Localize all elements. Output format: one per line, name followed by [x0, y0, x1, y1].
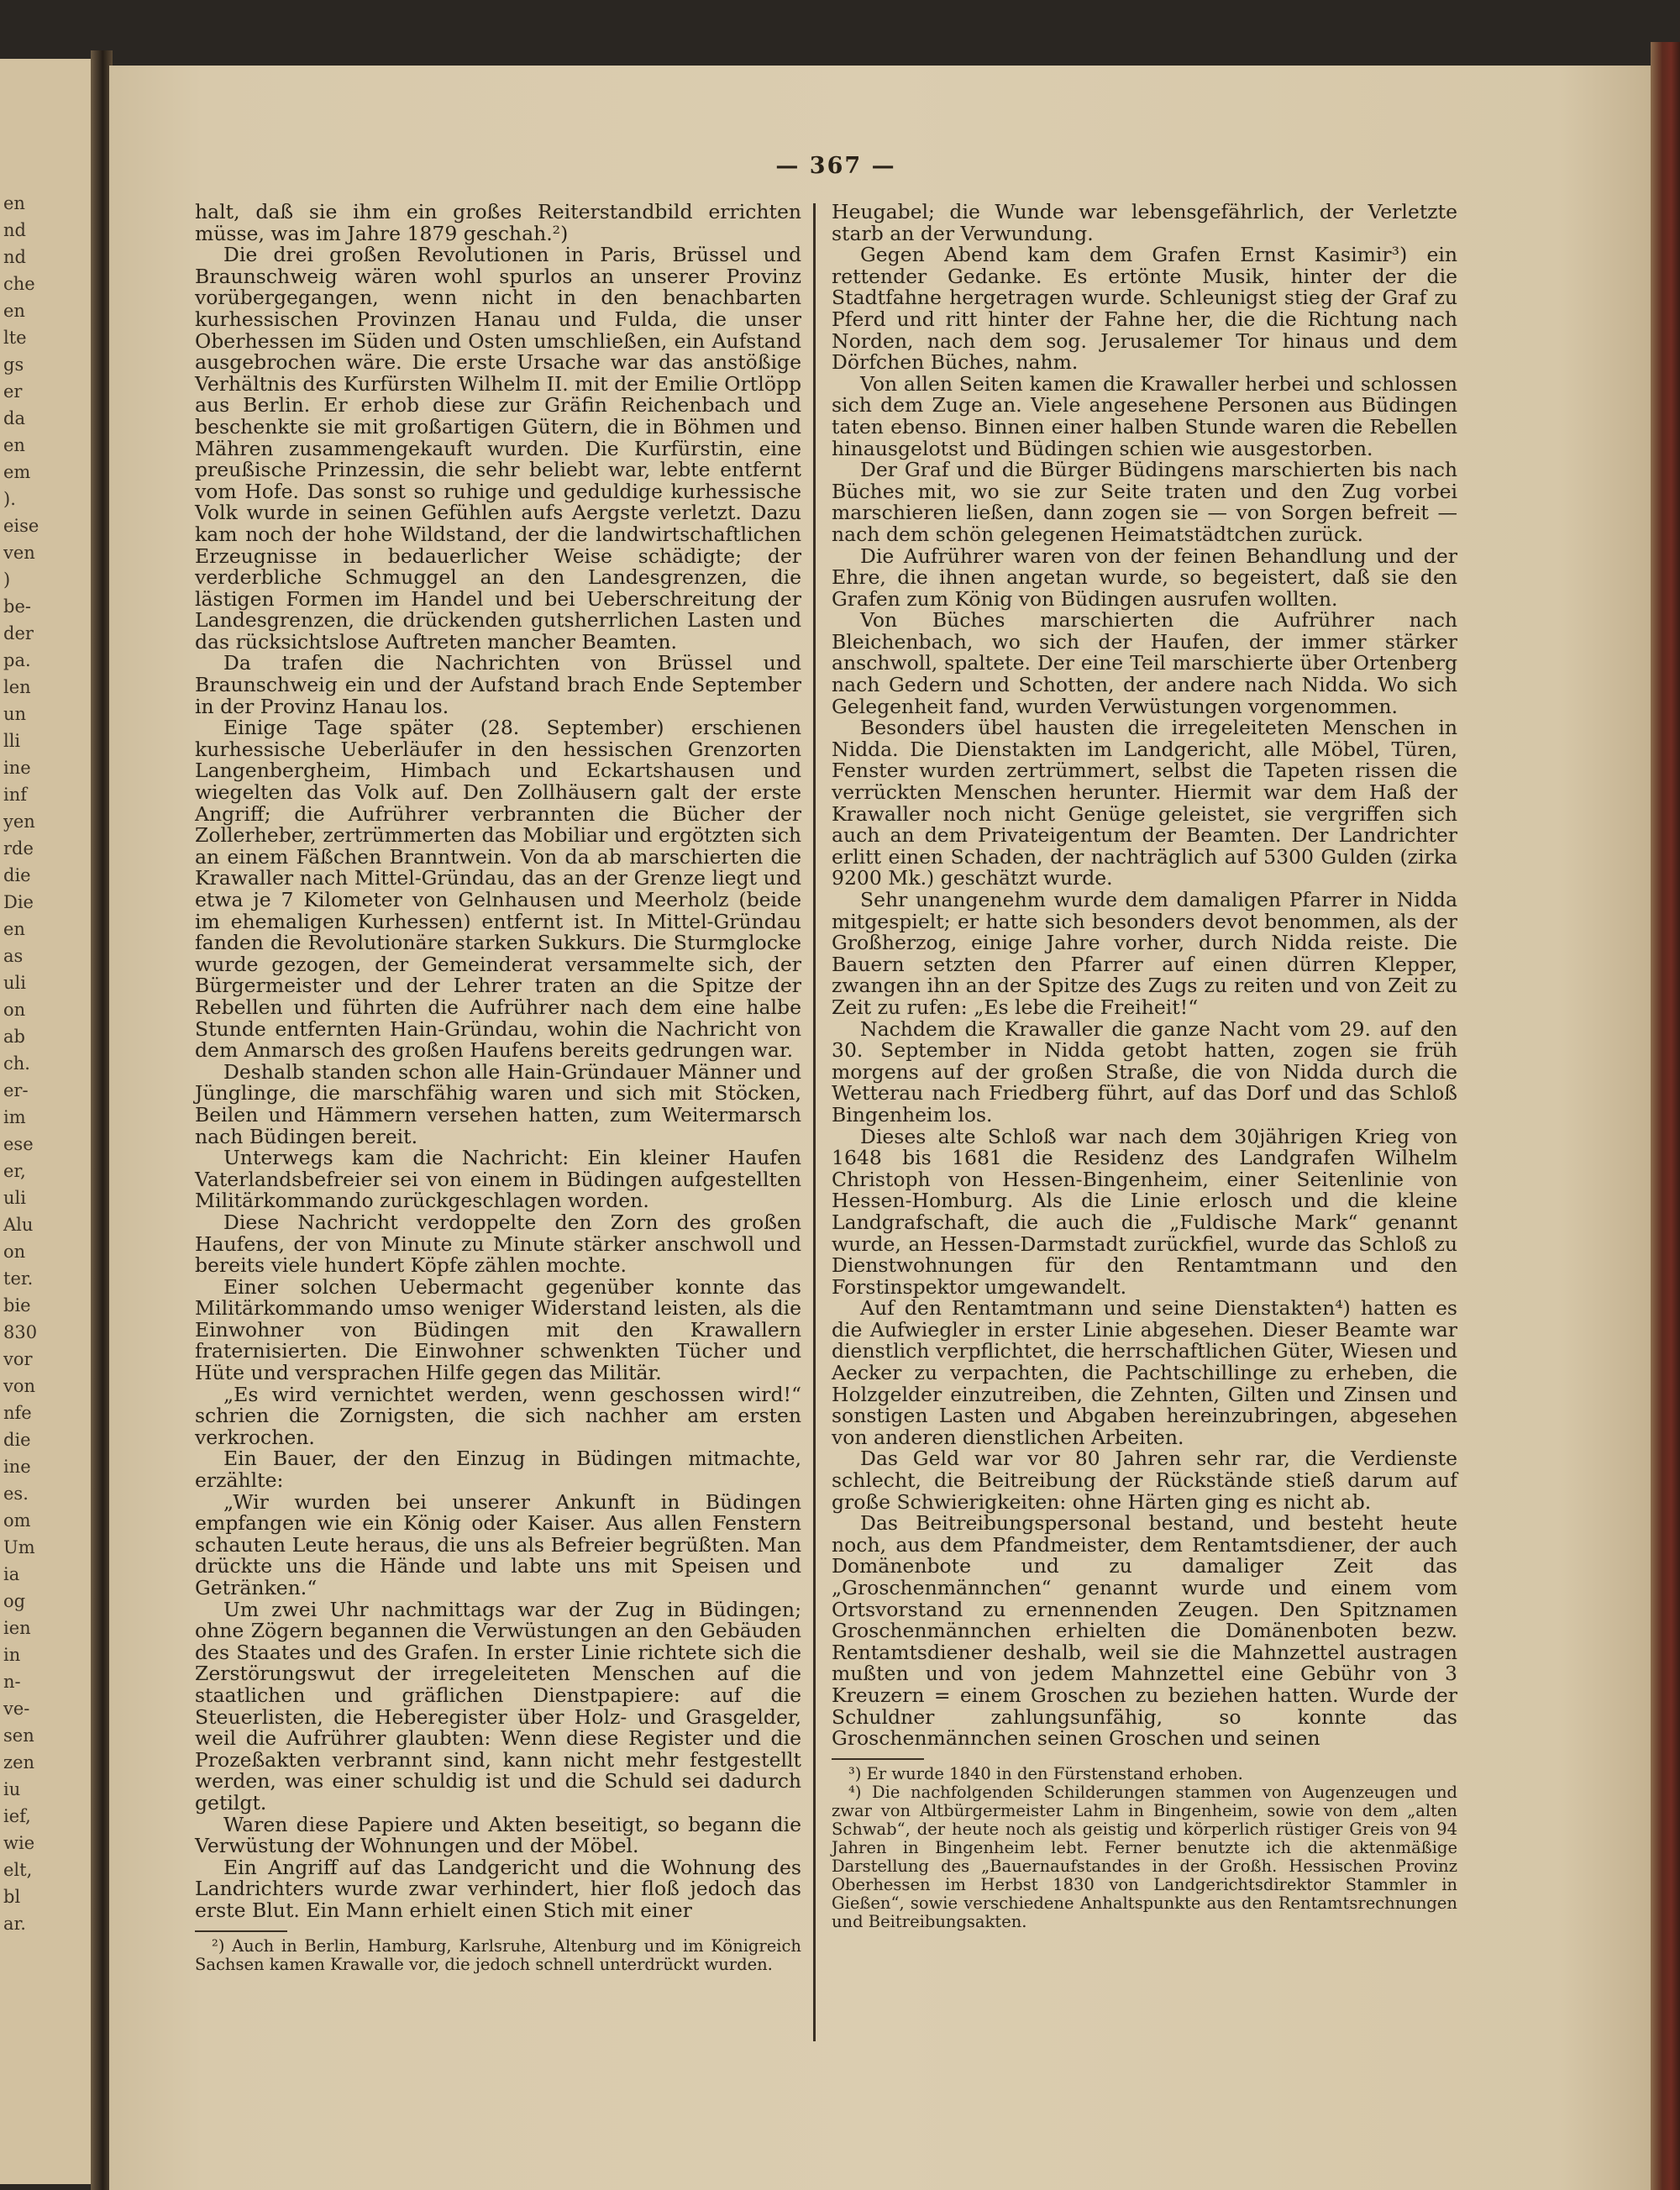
previous-page-text-fragment: uli: [3, 1188, 26, 1208]
previous-page-text-fragment: ar.: [3, 1914, 26, 1934]
previous-page-text-fragment: en: [3, 919, 25, 939]
previous-page-text-fragment: elt,: [3, 1860, 33, 1880]
left-paragraphs: [195, 202, 801, 1922]
paragraph: Das Beitreibungspersonal bestand, und besteht heute noch, aus dem Pfandmeister, dem Rentamtsdiener, der auch Domänenbote und zu damaliger Zeit das „Groschenmännchen“ genannt wurde und einem vom Ortsvorstand zu ernennenden Zeugen. Den Spitznamen Groschenmännchen erhielten die Domänenboten bezw. Rentamtsdiener deshalb, weil sie die Mahnzettel austragen mußten und von jedem Mahnzettel eine Gebühr von 3 Kreuzern = einem Groschen zu beziehen hatten. Wurde der Schuldner zahlungsunfähig, so konnte das Groschenmännchen seinen Groschen und seinen: [832, 1511, 1457, 1751]
previous-page-text-fragment: wie: [3, 1833, 35, 1853]
paragraph: „Wir wurden bei unserer Ankunft in Büdingen empfangen wie ein König oder Kaiser. Aus allen Fenstern schauten Leute heraus, die uns als Befreier begrüßten. Man drückte uns die Hände und labte uns mit Speisen und Getränken.“: [195, 1489, 801, 1599]
previous-page-edge: [0, 59, 94, 2184]
previous-page-text-fragment: nd: [3, 220, 26, 240]
paragraph: Diese Nachricht verdoppelte den Zorn des großen Haufens, der von Minute zu Minute stärker anschwoll und bereits viele hundert Köpfe zählen mochte.: [195, 1210, 801, 1278]
previous-page-text-fragment: bl: [3, 1887, 21, 1907]
previous-page-text-fragment: inf: [3, 785, 28, 805]
previous-page-text-fragment: nfe: [3, 1403, 32, 1423]
paragraph: Nachdem die Krawaller die ganze Nacht vom 29. auf den 30. September in Nidda getobt hatten, zogen sie früh morgens auf der großen Straße, die von Nidda durch die Wetterau nach Friedberg führt, auf das Dorf und das Schloß Bingenheim los.: [832, 1016, 1457, 1127]
previous-page-text-fragment: ief,: [3, 1806, 31, 1826]
previous-page-text-fragment: en: [3, 193, 25, 213]
footnote-rule: [832, 1758, 924, 1760]
previous-page-text-fragment: en: [3, 301, 25, 321]
previous-page-text-fragment: vor: [3, 1349, 33, 1369]
paragraph: Deshalb standen schon alle Hain-Gründauer Männer und Jünglinge, die marschfähig waren und sich mit Stöcken, Beilen und Hämmern versehen hatten, zum Weitermarsch nach Büdingen bereit.: [195, 1059, 801, 1148]
previous-page-text-fragment: che: [3, 274, 35, 294]
previous-page-text-fragment: rde: [3, 838, 34, 859]
paragraph: Die drei großen Revolutionen in Paris, Brüssel und Braunschweig wären wohl spurlos an unserer Provinz vorübergegangen, wenn nicht in den benachbarten kurhessischen Provinzen Hanau und Fulda, die unser Oberhessen im Süden und Osten umschließen, ein Aufstand ausgebrochen wäre. Die erste Ursache war das anstößige Verhältnis des Kurfürsten Wilhelm II. mit der Emilie Ortlöpp aus Berlin. Er erhob diese zur Gräfin Reichenbach und beschenkte sie mit großartigen Gütern, die in Böhmen und Mähren zusammengekauft wurden. Die Kurfürstin, eine preußische Prinzessin, die sehr beliebt war, lebte entfernt vom Hofe. Das sonst so ruhige und geduldige kurhessische Volk wurde in seinen Gefühlen aufs Aergste verletzt. Dazu kam noch der hohe Wildstand, der die landwirtschaftlichen Erzeugnisse in bedauerlicher Weise schädigte; der verderbliche Schmuggel an den Landesgrenzen, die lästigen Formen im Handel und bei Ueberschreitung der Landesgrenzen, die drückenden gutsherrlichen Lasten und das rücksichtslose Auftreten mancher Beamten.: [195, 243, 801, 654]
previous-page-text-fragment: be-: [3, 596, 31, 617]
previous-page-text-fragment: en: [3, 435, 25, 455]
previous-page-text-fragment: es.: [3, 1484, 29, 1504]
left-column: [195, 202, 801, 1974]
previous-page-text-fragment: er-: [3, 1080, 29, 1100]
right-footnotes: [832, 1765, 1457, 1931]
previous-page-text-fragment: er,: [3, 1161, 26, 1181]
footnote: ³) Er wurde 1840 in den Fürstenstand erhoben.: [848, 1763, 1243, 1783]
previous-page-text-fragment: ien: [3, 1618, 31, 1638]
previous-page-text-fragment: ine: [3, 1457, 31, 1477]
paragraph: Auf den Rentamtmann und seine Dienstakten⁴) hatten es die Aufwiegler in erster Linie abgesehen. Dieser Beamte war dienstlich verpflichtet, die herrschaftlichen Güter, Wiesen und Aecker zu verpachten, die Pachtschillinge zu erheben, die Holzgelder einzutreiben, die Zehnten, Gilten und Zinsen und sonstigen Lasten und Abgaben hereinzubringen, abgesehen von anderen dienstlichen Arbeiten.: [832, 1296, 1457, 1449]
page-number: — 367 —: [775, 153, 896, 179]
paragraph: Besonders übel hausten die irregeleiteten Menschen in Nidda. Die Dienstakten im Landgericht, alle Möbel, Türen, Fenster wurden zertrümmert, selbst die Tapeten rissen die verrückten Menschen herunter. Hiermit war dem Haß der Krawaller noch nicht Genüge geleistet, sie vergriffen sich auch an dem Privateigentum der Beamten. Der Landrichter erlitt einen Schaden, der nachträglich auf 5300 Gulden (zirka 9200 Mk.) geschätzt wurde.: [832, 716, 1457, 890]
previous-page-text-fragment: im: [3, 1107, 26, 1127]
previous-page-text-fragment: die: [3, 865, 31, 885]
previous-page-text-fragment: eise: [3, 516, 39, 536]
paragraph: Um zwei Uhr nachmittags war der Zug in Büdingen; ohne Zögern begannen die Verwüstungen an den Gebäuden des Staates und des Grafen. In erster Linie richtete sich die Zerstörungswut der irregeleiteten Menschen auf die staatlichen und gräflichen Dienstpapiere: auf die Steuerlisten, die Heberegister über Holz- und Grasgelder, weil die Aufrührer glaubten: Wenn diese Register und die Prozeßakten verbrannt sind, kann nicht mehr festgestellt werden, was einer schuldig ist und die Schuld sei dadurch getilgt.: [195, 1597, 801, 1814]
previous-page-text-fragment: ese: [3, 1134, 34, 1154]
paragraph: Einige Tage später (28. September) erschienen kurhessische Ueberläufer in den hessischen Grenzorten Langenbergheim, Himbach und Eckartshausen und wiegelten das Volk auf. Den Zollhäusern galt der erste Angriff; die Aufrührer verbrannten die Bücher der Zollerheber, zertrümmerten das Mobiliar und ergötzten sich an einem Fäßchen Branntwein. Von da ab marschierten die Krawaller nach Mittel-Gründau, das an der Grenze liegt und etwa je 7 Kilometer von Gelnhausen und Meerholz (beide im ehemaligen Kurhessen) entfernt ist. In Mittel-Gründau fanden die Revolutionäre starken Sukkurs. Die Sturmglocke wurde gezogen, der Gemeinderat versammelte sich, der Bürgermeister und der Lehrer traten an die Spitze der Rebellen und führten die Aufrührer nach dem eine halbe Stunde entfernten Hain-Gründau, wohin die Nachricht von dem Anmarsch des großen Haufens bereits gedrungen war.: [195, 716, 801, 1063]
previous-page-text-fragment: ven: [3, 543, 35, 563]
previous-page-text-fragment: un: [3, 704, 27, 724]
paragraph: Sehr unangenehm wurde dem damaligen Pfarrer in Nidda mitgespielt; er hatte sich besonders devot benommen, als der Großherzog, einige Jahre vorher, durch Nidda reiste. Die Bauern setzten den Pfarrer auf einen dürren Klepper, zwangen ihn an der Spitze des Zugs zu reiten und von Zeit zu Zeit zu rufen: „Es lebe die Freiheit!“: [832, 888, 1457, 1019]
previous-page-text-fragment: em: [3, 462, 31, 482]
previous-page-text-fragment: lte: [3, 328, 27, 348]
right-column: [832, 202, 1457, 1931]
previous-page-text-fragment: as: [3, 946, 24, 966]
footnote: ⁴) Die nachfolgenden Schilderungen stammen von Augenzeugen und zwar von Altbürgermeister Lahm in Bingenheim, sowie von dem „alten Schwab“, der heute noch als geistig und körperlich rüstiger Greis von 94 Jahren in Bingenheim lebt. Ferner benutzte ich die aktenmäßige Darstellung des „Bauernaufstandes in der Großh. Hessischen Provinz Oberhessen im Herbst 1830 von Landgerichtsdirektor Stammler in Gießen“, sowie verschiedene Anhaltspunkte aus den Rentamtsrechnungen und Beitreibungsakten.: [832, 1782, 1457, 1931]
previous-page-text-fragment: gs: [3, 354, 24, 375]
paragraph: Waren diese Papiere und Akten beseitigt, so begann die Verwüstung der Wohnungen und der Möbel.: [195, 1812, 801, 1858]
previous-page-text-fragment: om: [3, 1510, 31, 1531]
previous-page-text-fragment: iu: [3, 1779, 21, 1799]
previous-page-text-fragment: og: [3, 1591, 26, 1611]
previous-page-text-fragment: da: [3, 408, 25, 428]
paragraph: Dieses alte Schloß war nach dem 30jährigen Krieg von 1648 bis 1681 die Residenz des Landgrafen Wilhelm Christoph von Hessen-Bingenheim, einer Seitenlinie von Hessen-Homburg. Als die Linie erlosch und die kleine Landgrafschaft, die auch die „Fuldische Mark“ genannt wurde, an Hessen-Darmstadt zurückfiel, wurde das Schloß zu Dienstwohnungen für den Rentamtmann und den Forstinspektor umgewandelt.: [832, 1124, 1457, 1299]
previous-page-text-fragment: 830: [3, 1322, 38, 1342]
previous-page-text-fragment: ).: [3, 489, 16, 509]
previous-page-text-fragment: ine: [3, 758, 31, 778]
footnote-rule: [195, 1930, 287, 1932]
paragraph: Von allen Seiten kamen die Krawaller herbei und schlossen sich dem Zuge an. Viele angesehene Personen aus Büdingen taten ebenso. Binnen einer halben Stunde waren die Rebellen hinausgelotst und Büdingen schien wie ausgestorben.: [832, 371, 1457, 460]
paragraph: „Es wird vernichtet werden, wenn geschossen wird!“ schrien die Zornigsten, die sich nachher am ersten verkrochen.: [195, 1382, 801, 1449]
paragraph: Da trafen die Nachrichten von Brüssel und Braunschweig ein und der Aufstand brach Ende September in der Provinz Hanau los.: [195, 651, 801, 718]
book-binding: [1651, 42, 1680, 2190]
previous-page-text-fragment: die: [3, 1430, 31, 1450]
footnote: ²) Auch in Berlin, Hamburg, Karlsruhe, Altenburg und im Königreich Sachsen kamen Krawalle vor, die jedoch schnell unterdrückt wurden.: [195, 1935, 801, 1974]
previous-page-text-fragment: er: [3, 381, 23, 402]
previous-page-text-fragment: lli: [3, 731, 21, 751]
previous-page-text-fragment: n-: [3, 1672, 21, 1692]
previous-page-text-fragment: sen: [3, 1725, 34, 1746]
previous-page-text-fragment: len: [3, 677, 31, 697]
paragraph: Gegen Abend kam dem Grafen Ernst Kasimir³) ein rettender Gedanke. Es ertönte Musik, hinter der die Stadtfahne hergetragen wurde. Schleunigst stieg der Graf zu Pferd und ritt hinter der Fahne her, die die Richtung nach Norden, nach dem sog. Jerusalemer Tor hinaus und dem Dörfchen Büches, nahm.: [832, 243, 1457, 375]
previous-page-text-fragment: von: [3, 1376, 36, 1396]
previous-page-text-fragment: Alu: [3, 1215, 34, 1235]
previous-page-text-fragment: uli: [3, 973, 26, 993]
previous-page-text-fragment: nd: [3, 247, 26, 267]
previous-page-text-fragment: Um: [3, 1537, 35, 1557]
paragraph: Heugabel; die Wunde war lebensgefährlich, der Verletzte starb an der Verwundung.: [832, 200, 1457, 245]
right-paragraphs: [832, 202, 1457, 1750]
paragraph: Der Graf und die Bürger Büdingens marschierten bis nach Büches mit, wo sie zur Seite traten und den Zug vorbei marschieren ließen, dann zogen sie — von Sorgen befreit — nach dem schön gelegenen Heimatstädtchen zurück.: [832, 458, 1457, 546]
paragraph: Ein Bauer, der den Einzug in Büdingen mitmachte, erzählte:: [195, 1447, 801, 1493]
paragraph: Das Geld war vor 80 Jahren sehr rar, die Verdienste schlecht, die Beitreibung der Rückstände stieß darum auf große Schwierigkeiten: ohne Härten ging es nicht ab.: [832, 1447, 1457, 1514]
previous-page-text-fragment: ia: [3, 1564, 20, 1584]
paragraph: halt, daß sie ihm ein großes Reiterstandbild errichten müsse, was im Jahre 1879 geschah.²): [195, 200, 801, 245]
previous-page-text-fragment: zen: [3, 1752, 35, 1772]
previous-page-text-fragment: ch.: [3, 1053, 30, 1074]
previous-page-text-fragment: ab: [3, 1027, 25, 1047]
previous-page-text-fragment: ): [3, 570, 11, 590]
paragraph: Ein Angriff auf das Landgericht und die Wohnung des Landrichters wurde zwar verhindert, hier floß jedoch das erste Blut. Ein Mann erhielt einen Stich mit einer: [195, 1855, 801, 1922]
previous-page-text-fragment: der: [3, 623, 34, 643]
paragraph: Von Büches marschierten die Aufrührer nach Bleichenbach, wo sich der Haufen, der immer stärker anschwoll, spaltete. Der eine Teil marschierte über Ortenberg nach Gedern und Schotten, der andere nach Nidda. Wo sich Gelegenheit fand, wurden Verwüstungen vorgenommen.: [832, 608, 1457, 718]
paragraph: Einer solchen Uebermacht gegenüber konnte das Militärkommando umso weniger Widerstand leisten, als die Einwohner von Büdingen mit den Krawallern fraternisierten. Die Einwohner schwenkten Tücher und Hüte und versprachen Hilfe gegen das Militär.: [195, 1274, 801, 1385]
previous-page-text-fragment: on: [3, 1242, 26, 1262]
previous-page-text-fragment: yen: [3, 811, 35, 832]
previous-page-text-fragment: bie: [3, 1295, 31, 1316]
paragraph: Unterwegs kam die Nachricht: Ein kleiner Haufen Vaterlandsbefreier sei von einem in Büdingen aufgestellten Militärkommando zurückgeschlagen worden.: [195, 1146, 801, 1213]
previous-page-text-fragment: pa.: [3, 650, 31, 670]
paragraph: Die Aufrührer waren von der feinen Behandlung und der Ehre, die ihnen angetan wurde, so begeistert, daß sie den Grafen zum König von Büdingen ausrufen wollten.: [832, 544, 1457, 611]
previous-page-text-fragment: in: [3, 1645, 21, 1665]
column-rule: [813, 203, 816, 2041]
previous-page-text-fragment: on: [3, 1000, 26, 1020]
previous-page-text-fragment: Die: [3, 892, 34, 912]
previous-page-text-fragment: ve-: [3, 1699, 30, 1719]
previous-page-text-fragment: ter.: [3, 1268, 34, 1289]
